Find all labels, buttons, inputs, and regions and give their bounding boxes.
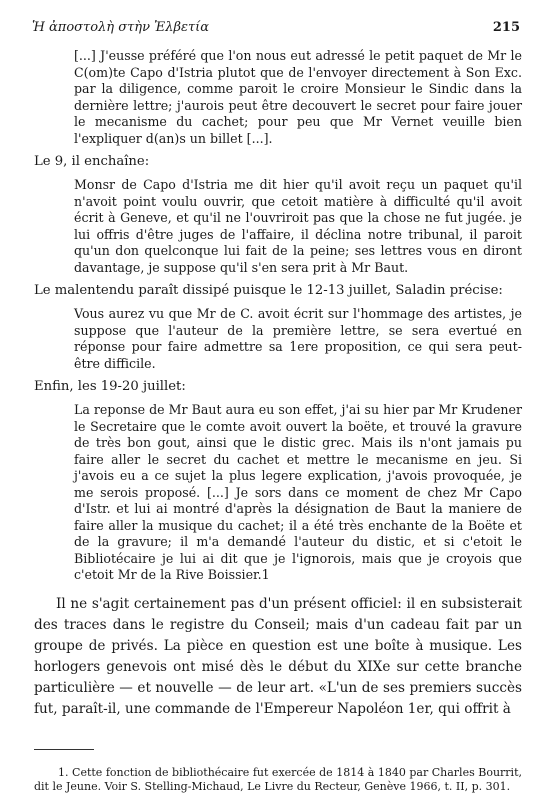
main-paragraph: Il ne s'agit certainement pas d'un présent officiel: il en subsisterait des traces dans le registre du Conseil; mais d'un cadeau fait par un groupe de privés. La pièce en question est une boîte à musique. Les horlogers genevois ont misé dès le début du XIXe sur cette branche particulière — et nouvelle — de leur art. «L'un de ses premiers succès fut, paraît-il, une commande de l'Empereur Napoléon 1er, qui offrit à (34, 595, 522, 717)
page-number: 215 (492, 20, 520, 35)
running-title: Ἡ ἀποστολὴ στὴν Ἐλβετία (32, 20, 210, 35)
footnote-rule (34, 749, 94, 750)
letter-quote-4: La reponse de Mr Baut aura eu son effet, j'ai su hier par Mr Krudener le Secretaire que le comte avoit ouvert la boëte, et trouvé la gravure de très bon gout, ainsi que le distic grec. Mais ils n'ont jamais pu faire aller le secret du cachet et mettre le mecanisme en jeu. Si j'avois eu a ce sujet la plus legere explication, j'avois provoquée, je me serois proposé. [...] Je sors dans ce moment de chez Mr Capo d'Istr. et lui ai montré d'après la désignation de Baut la maniere de faire aller la musique du cachet; il a été très enchante de la Boëte et de la gravure; il m'a demandé l'auteur du distic, et si c'etoit le Bibliotécaire je lui ai dit que je l'ignorois, mais que je croyois que c'etoit Mr de la Rive Boissier.1 (74, 402, 522, 582)
letter-quote-3: Vous aurez vu que Mr de C. avoit écrit sur l'hommage des artistes, je suppose que l'auteur de la première lettre, se sera evertué en réponse pour faire admettre sa 1ere proposition, ce qui sera peut-être difficile. (74, 306, 522, 371)
letter-quote-1: [...] J'eusse préféré que l'on nous eut adressé le petit paquet de Mr le C(om)te Capo d'Istria plutot que de l'envoyer directement à Son Exc. par la diligence, comme paroit le croire Monsieur le Sindic dans la dernière lettre; j'aurois peut être decouvert le secret pour faire jouer le mecanisme du cachet; pour peu que Mr Vernet veuille bien l'expliquer d(an)s un billet [...]. (74, 48, 522, 146)
body-text (0, 48, 550, 720)
intro-line-2: Le 9, il enchaîne: (34, 154, 150, 169)
intro-line-3: Le malentendu paraît dissipé puisque le 12-13 juillet, Saladin précise: (34, 283, 503, 298)
footnote: 1. Cette fonction de bibliothécaire fut exercée de 1814 à 1840 par Charles Bourrit, dit le Jeune. Voir S. Stelling-Michaud, Le Livre du Recteur, Genève 1966, t. II, p. 301. (34, 766, 522, 793)
intro-line-4: Enfin, les 19-20 juillet: (34, 379, 186, 394)
letter-quote-2: Monsr de Capo d'Istria me dit hier qu'il avoit reçu un paquet qu'il n'avoit point voulu ouvrir, que cetoit matière à difficulté qu'il avoit écrit à Geneve, et qu'il ne l'ouvriroit pas que la chose ne fut jugée. je lui offris d'être juges de l'affaire, il déclina notre tribunal, il paroit qu'un don quelconque lui fait de la peine; ses lettres vous en diront davantage, je suppose qu'il s'en sera prit à Mr Baut. (74, 177, 522, 275)
running-header (32, 20, 520, 35)
